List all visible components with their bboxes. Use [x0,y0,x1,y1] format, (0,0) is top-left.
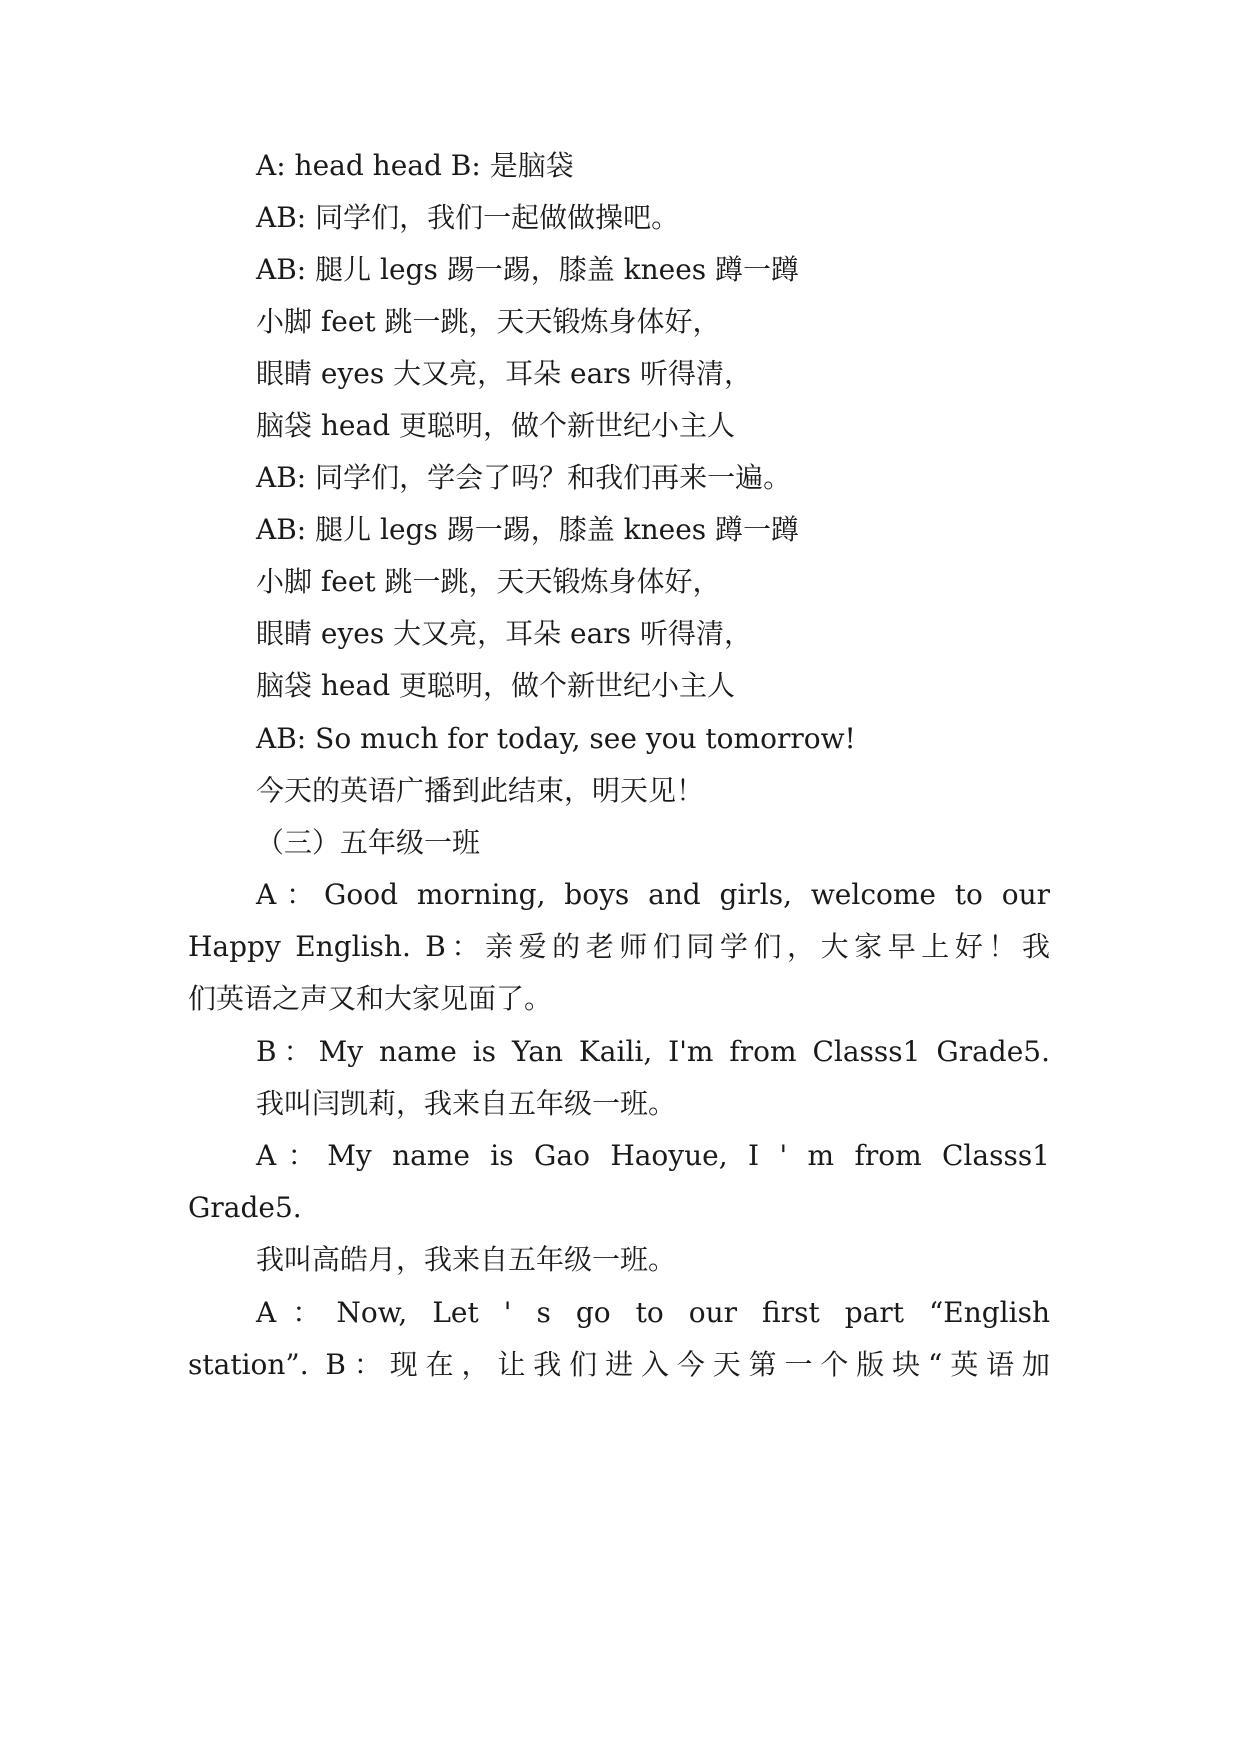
text-line-17: 们英语之声又和大家见面了。 [188,982,553,1015]
text-line-2: AB: 同学们，我们一起做做操吧。 [256,201,680,234]
text-line-16: Happy English. B：亲爱的老师们同学们，大家早上好！我 [188,930,1050,963]
text-line-18: B：My name is Yan Kaili, I'm from Classs1 Grade5. [256,1035,1050,1068]
text-line-3: AB: 腿儿 legs 踢一踢，膝盖 knees 蹲一蹲 [256,253,800,286]
text-line-4: 小脚 feet 跳一跳，天天锻炼身体好， [256,305,721,338]
text-line-24: station”. B：现在，让我们进入今天第一个版块“英语加 [188,1348,1050,1381]
text-line-19: 我叫闫凯莉，我来自五年级一班。 [256,1087,677,1120]
text-line-5: 眼睛 eyes 大又亮，耳朵 ears 听得清， [256,357,752,390]
text-line-20: A：My name is Gao Haoyue, I ' m from Classs1 [256,1139,1050,1172]
text-line-23: A：Now, Let ' s go to our first part “English [256,1296,1050,1329]
text-line-15: A：Good morning, boys and girls, welcome to our [256,878,1050,911]
text-line-21: Grade5. [188,1191,302,1224]
text-line-10: 眼睛 eyes 大又亮，耳朵 ears 听得清， [256,617,752,650]
text-line-9: 小脚 feet 跳一跳，天天锻炼身体好， [256,565,721,598]
text-line-1: A: head head B: 是脑袋 [256,149,574,182]
text-line-13: 今天的英语广播到此结束，明天见！ [256,774,705,807]
text-line-7: AB: 同学们，学会了吗？和我们再来一遍。 [256,461,792,494]
text-line-12: AB: So much for today, see you tomorrow! [256,722,856,755]
text-line-22: 我叫高皓月，我来自五年级一班。 [256,1243,677,1276]
text-line-8: AB: 腿儿 legs 踢一踢，膝盖 knees 蹲一蹲 [256,513,800,546]
text-line-6: 脑袋 head 更聪明，做个新世纪小主人 [256,409,736,442]
section-heading: （三）五年级一班 [256,826,481,859]
text-line-11: 脑袋 head 更聪明，做个新世纪小主人 [256,669,736,702]
